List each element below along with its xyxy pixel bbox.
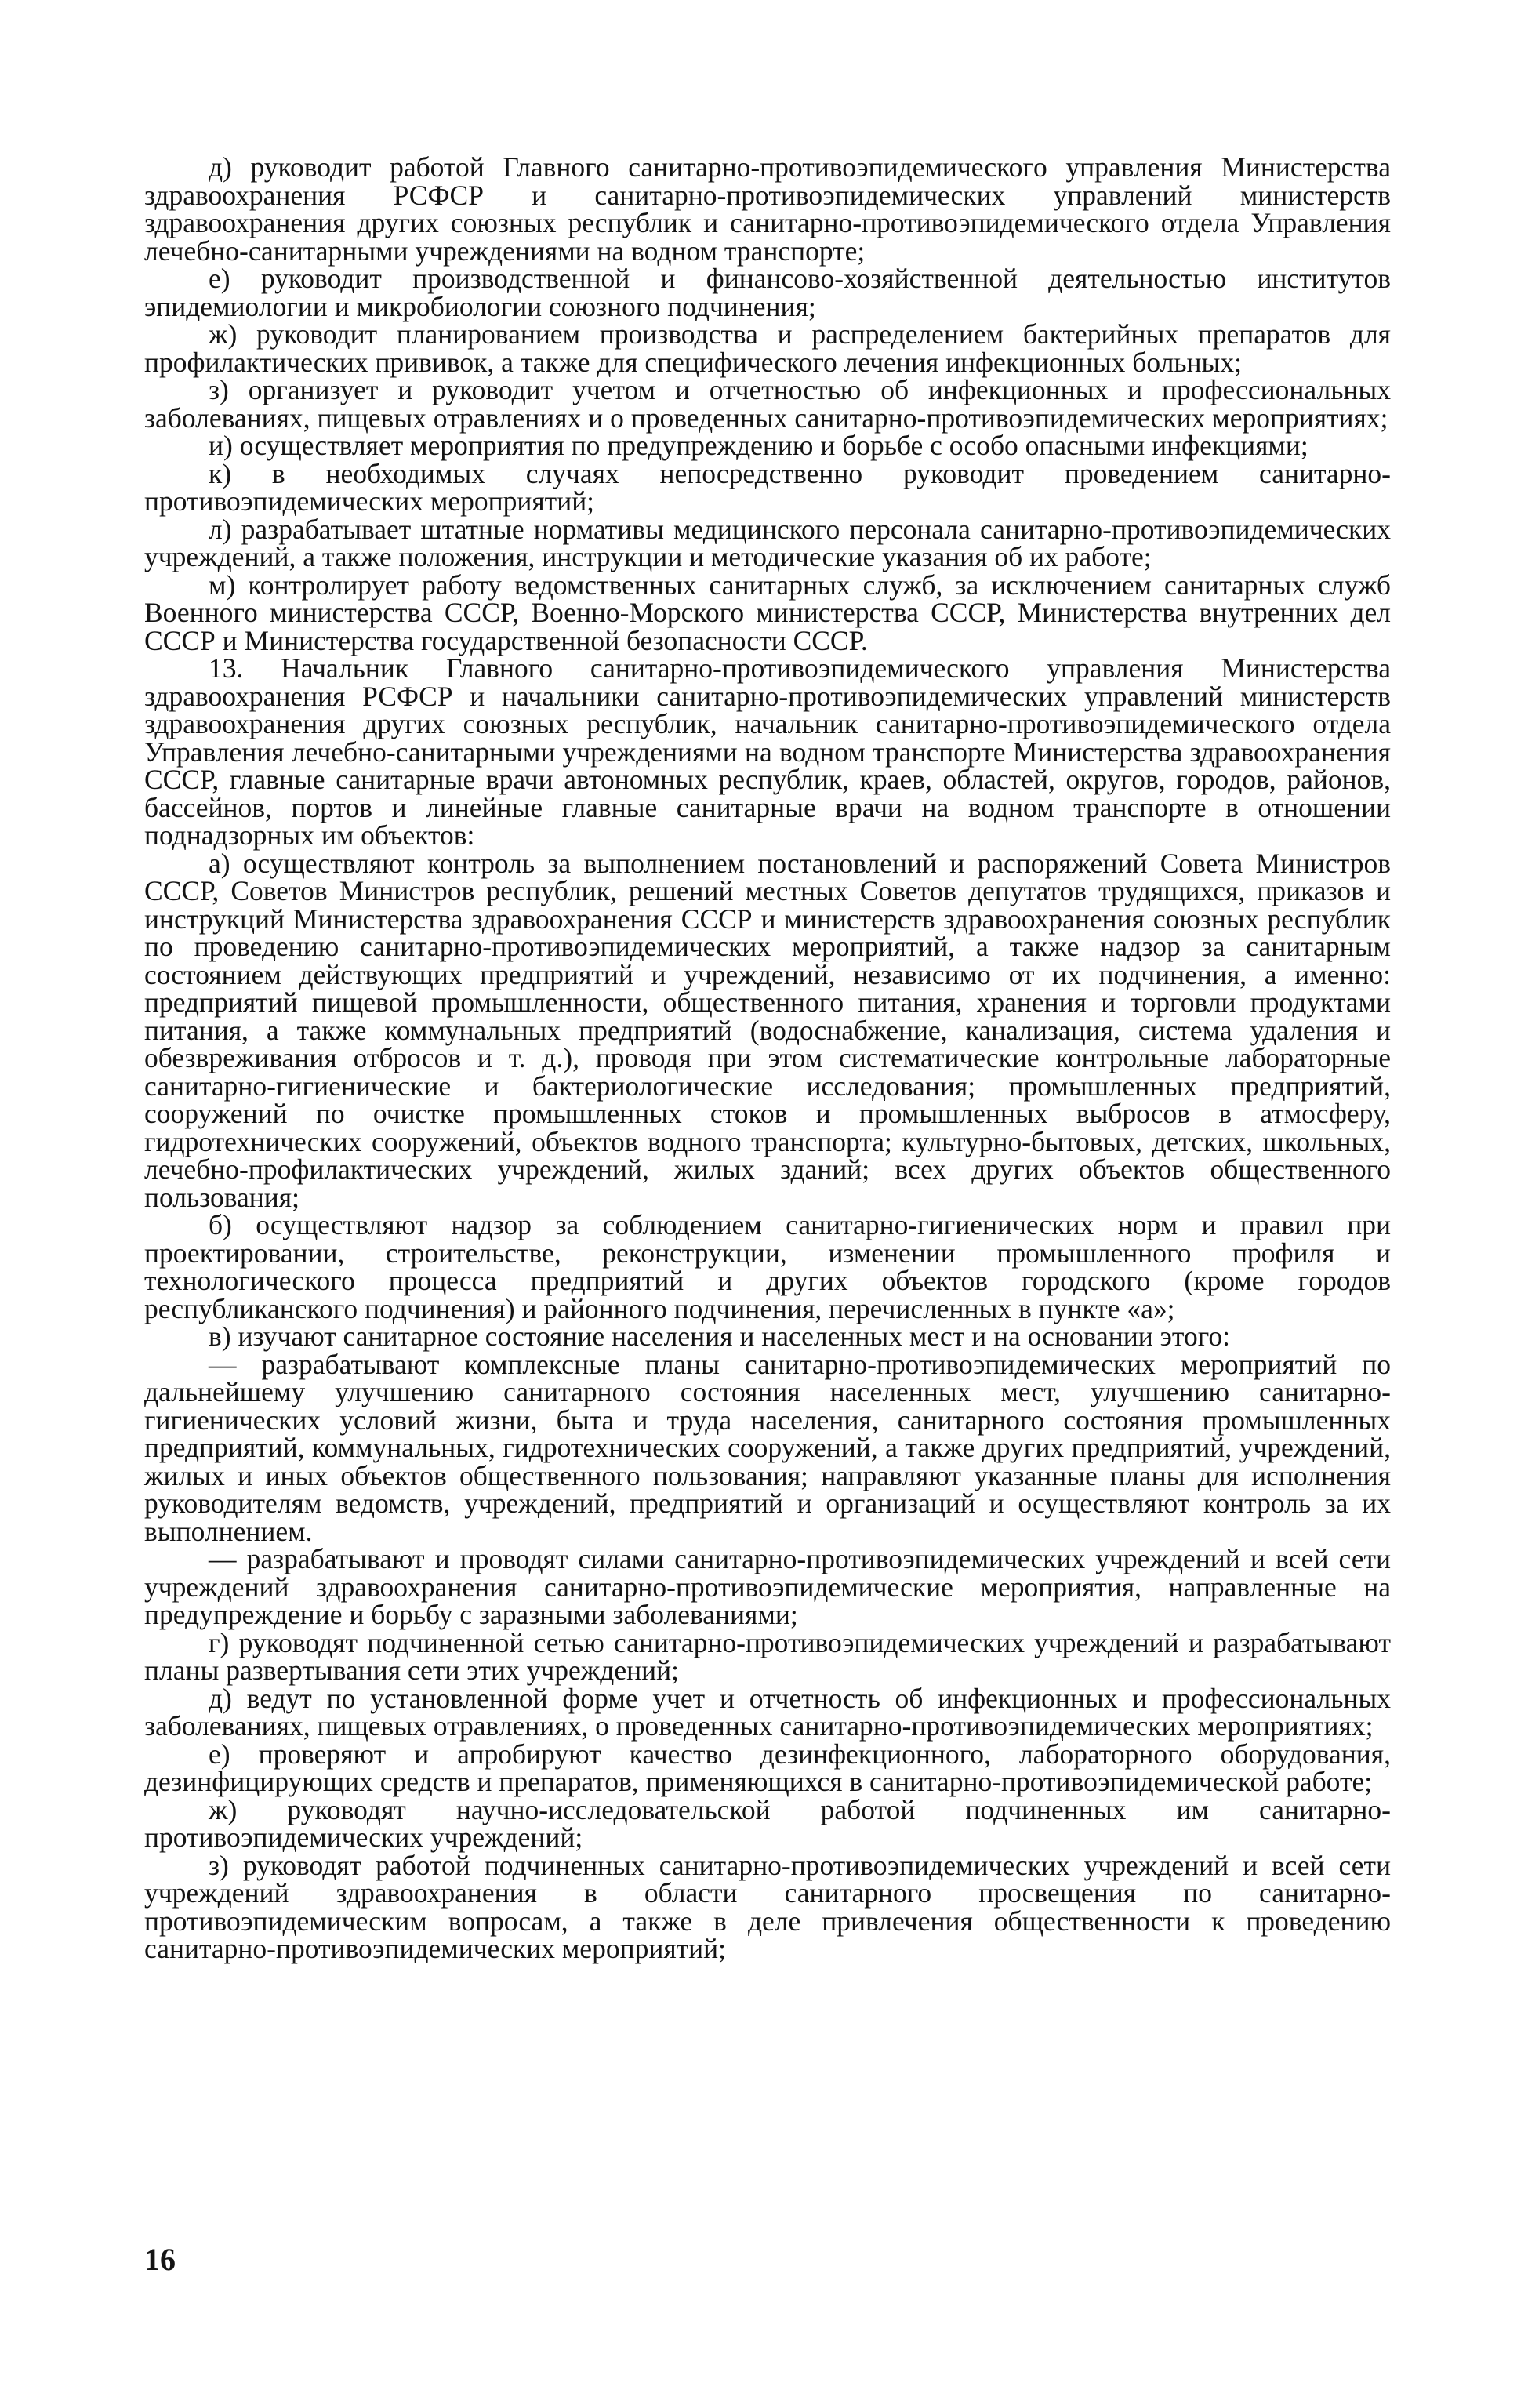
paragraph-a-control: а) осуществляют контроль за выполнением постановлений и распоряжений Совета Министров СССР, Советов Министров республик, решений местных Советов депутатов трудящихся, приказов и инструкций Министерства здравоохранения СССР и министерств здравоохранения союзных республик по проведению санитарно-противоэпидемических мероприятий, а также надзор за санитарным состоянием действующих предприятий и учреждений, независимо от их подчинения, а именно: предприятий пищевой промышленности, общественного питания, хранения и торговли продуктами питания, а также коммунальных предприятий (водоснабжение, канализация, система удаления и обезвреживания отбросов и т. д.), проводя при этом систематические контрольные лабораторные санитарно-гигиенические и бактериологические исследования; промышленных предприятий, сооружений по очистке промышленных стоков и промышленных выбросов в атмосферу, гидротехнических сооружений, объектов водного транспорта; культурно-бытовых, детских, школьных, лечебно-профилактических учреждений, жилых зданий; всех других объектов общественного пользования; <box>144 847 1391 1213</box>
paragraph-e-quality-check: е) проверяют и апробируют качество дезинфекционного, лабораторного оборудования, дезинфицирующих средств и препаратов, применяющихся в санитарно-противоэпидемической работе; <box>144 1738 1391 1797</box>
page-body <box>144 151 1391 1964</box>
paragraph-k-direct-management: к) в необходимых случаях непосредственно руководит проведением санитарно-противоэпидемических мероприятий; <box>144 457 1391 517</box>
paragraph-zh-bacterial-preparations: ж) руководит планированием производства и распределением бактерийных препаратов для профилактических прививок, а также для специфического лечения инфекционных больных; <box>144 318 1391 378</box>
paragraph-e-institutes: е) руководит производственной и финансово-хозяйственной деятельностью институтов эпидемиологии и микробиологии союзного подчинения; <box>144 263 1391 322</box>
paragraph-d-reporting: д) ведут по установленной форме учет и отчетность об инфекционных и профессиональных заболеваниях, пищевых отравлениях, о проведенных санитарно-противоэпидемических мероприятиях; <box>144 1682 1391 1742</box>
paragraph-m-departmental-services: м) контролирует работу ведомственных санитарных служб, за исключением санитарных служб Военного министерства СССР, Военно-Морского министерства СССР, Министерства внутренних дел СССР и Министерства государственной безопасности СССР. <box>144 568 1391 656</box>
paragraph-l-staff-norms: л) разрабатывает штатные нормативы медицинского персонала санитарно-противоэпидемических учреждений, а также положения, инструкции и методические указания об их работе; <box>144 513 1391 572</box>
paragraph-d-main-directorate: д) руководит работой Главного санитарно-противоэпидемического управления Министерства здравоохранения РСФСР и санитарно-противоэпидемических управлений министерств здравоохранения других союзных республик и санитарно-противоэпидемического отдела Управления лечебно-санитарными учреждениями на водном транспорте; <box>144 151 1391 267</box>
paragraph-z-accounting: з) организует и руководит учетом и отчетностью об инфекционных и профессиональных заболеваниях, пищевых отравлениях и о проведенных санитарно-противоэпидемических мероприятиях; <box>144 374 1391 434</box>
paragraph-dash-measures: — разрабатывают и проводят силами санитарно-противоэпидемических учреждений и всей сети учреждений здравоохранения санитарно-противоэпидемические мероприятия, направленные на предупреждение и борьбу с заразными заболеваниями; <box>144 1543 1391 1630</box>
paragraph-i-dangerous-infections: и) осуществляет мероприятия по предупреждению и борьбе с особо опасными инфекциями; <box>209 430 1308 461</box>
paragraph-v-study: в) изучают санитарное состояние населения и населенных мест и на основании этого: <box>209 1320 1230 1352</box>
paragraph-zh-research: ж) руководят научно-исследовательской работой подчиненных им санитарно-противоэпидемических учреждений; <box>144 1793 1391 1853</box>
page-number: 16 <box>144 2242 176 2277</box>
paragraph-b-supervision: б) осуществляют надзор за соблюдением санитарно-гигиенических норм и правил при проектировании, строительстве, реконструкции, изменении промышленного профиля и технологического процесса предприятий и других объектов городского (кроме городов республиканского подчинения) и районного подчинения, перечисленных в пункте «а»; <box>144 1209 1391 1324</box>
paragraph-13-heads: 13. Начальник Главного санитарно-противоэпидемического управления Министерства здравоохранения РСФСР и начальники санитарно-противоэпидемических управлений министерств здравоохранения других союзных республик, начальник санитарно-противоэпидемического отдела Управления лечебно-санитарными учреждениями на водном транспорте Министерства здравоохранения СССР, главные санитарные врачи автономных республик, краев, областей, округов, городов, районов, бассейнов, портов и линейные главные санитарные врачи на водном транспорте в отношении поднадзорных им объектов: <box>144 652 1391 851</box>
paragraph-g-network: г) руководят подчиненной сетью санитарно-противоэпидемических учреждений и разрабатывают планы развертывания сети этих учреждений; <box>144 1626 1391 1686</box>
paragraph-dash-plans: — разрабатывают комплексные планы санитарно-противоэпидемических мероприятий по дальнейшему улучшению санитарного состояния населенных мест, улучшению санитарно-гигиенических условий жизни, быта и труда населения, санитарного состояния промышленных предприятий, коммунальных, гидротехнических сооружений, а также других предприятий, учреждений, жилых и иных объектов общественного пользования; направляют указанные планы для исполнения руководителям ведомств, учреждений, предприятий и организаций и осуществляют контроль за их выполнением. <box>144 1348 1391 1547</box>
paragraph-z-education: з) руководят работой подчиненных санитарно-противоэпидемических учреждений и всей сети учреждений здравоохранения в области санитарного просвещения по санитарно-противоэпидемическим вопросам, а также в деле привлечения общественности к проведению санитарно-противоэпидемических мероприятий; <box>144 1849 1391 1964</box>
